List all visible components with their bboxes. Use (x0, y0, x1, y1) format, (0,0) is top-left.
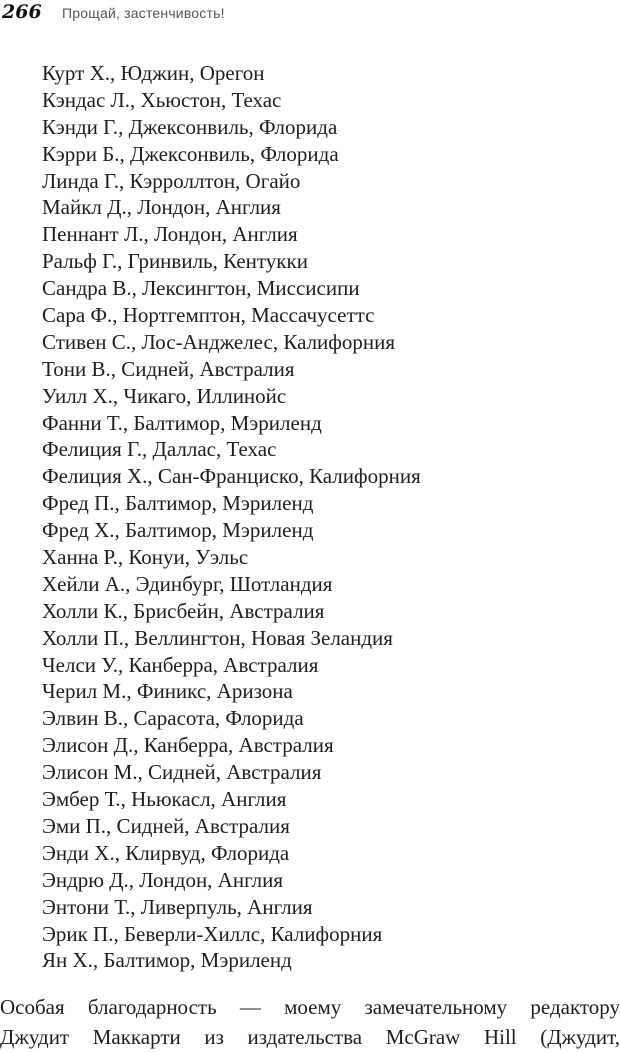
list-item: Ян Х., Балтимор, Мэриленд (42, 948, 292, 973)
list-item: Тони В., Сидней, Австралия (42, 356, 295, 381)
closing-line: Особая благодарность — моему замечательному редактору (0, 995, 620, 1019)
list-item: Челси У., Канберра, Австралия (42, 652, 319, 677)
page-header (0, 0, 620, 28)
list-item: Энтони Т., Ливерпуль, Англия (42, 894, 313, 919)
list-item: Фред П., Балтимор, Мэриленд (42, 491, 314, 516)
closing-line: Джудит Маккарти из издательства McGraw Hill (Джудит, (0, 1025, 620, 1049)
list-item: Ханна Р., Конуи, Уэльс (42, 545, 249, 570)
list-item: Эндрю Д., Лондон, Англия (42, 867, 284, 892)
page-number: 266 (2, 1, 42, 23)
list-item: Холли К., Брисбейн, Австралия (42, 598, 325, 623)
list-item: Фелиция Х., Сан-Франциско, Калифорния (42, 464, 421, 489)
list-item: Черил М., Финикс, Аризона (42, 679, 293, 704)
list-item: Элвин В., Сарасота, Флорида (42, 706, 304, 731)
list-item: Уилл Х., Чикаго, Иллинойс (42, 383, 287, 408)
list-item: Эрик П., Беверли-Хиллс, Калифорния (42, 921, 383, 946)
list-item: Линда Г., Кэрроллтон, Огайо (42, 168, 301, 193)
list-item: Сара Ф., Нортгемптон, Массачусеттс (42, 303, 375, 328)
list-item: Ральф Г., Гринвиль, Кентукки (42, 249, 308, 274)
list-item: Курт Х., Юджин, Орегон (42, 61, 265, 85)
running-title: Прощай, застенчивость! (62, 5, 225, 21)
closing-paragraph (0, 992, 620, 1052)
list-item: Эмбер Т., Ньюкасл, Англия (42, 787, 287, 812)
list-item: Энди Х., Клирвуд, Флорида (42, 840, 290, 865)
list-item: Фред Х., Балтимор, Мэриленд (42, 518, 314, 543)
list-item: Сандра В., Лексингтон, Миссисипи (42, 276, 360, 301)
list-item: Элисон Д., Канберра, Австралия (42, 733, 334, 758)
list-item: Фанни Т., Балтимор, Мэриленд (42, 410, 322, 435)
list-item: Хейли А., Эдинбург, Шотландия (42, 571, 333, 596)
list-item: Кэрри Б., Джексонвиль, Флорида (42, 141, 339, 166)
acknowledgment-name-list (42, 60, 421, 974)
list-item: Кэндас Л., Хьюстон, Техас (42, 87, 282, 112)
list-item: Фелиция Г., Даллас, Техас (42, 437, 277, 462)
list-item: Холли П., Веллингтон, Новая Зеландия (42, 625, 393, 650)
list-item: Кэнди Г., Джексонвиль, Флорида (42, 114, 338, 139)
list-item: Элисон М., Сидней, Австралия (42, 760, 322, 785)
list-item: Майкл Д., Лондон, Англия (42, 195, 281, 220)
list-item: Эми П., Сидней, Австралия (42, 813, 290, 838)
list-item: Пеннант Л., Лондон, Англия (42, 222, 298, 247)
list-item: Стивен С., Лос-Анджелес, Калифорния (42, 329, 396, 354)
